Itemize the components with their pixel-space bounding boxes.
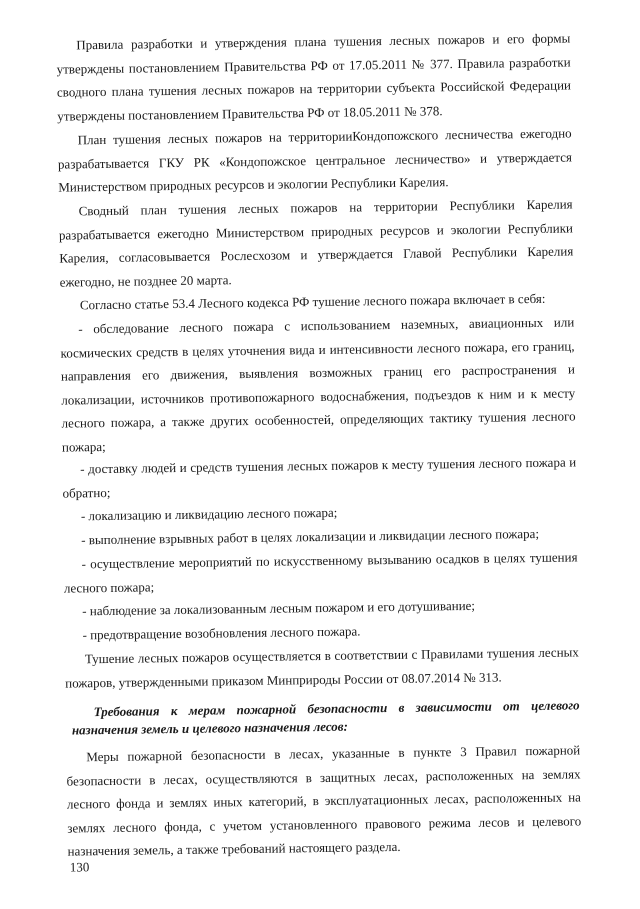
list-item-localization: - локализацию и ликвидацию лесного пожара; — [80, 504, 338, 524]
list-item-prevention: - предотвращение возобновления лесного пожара. — [82, 623, 361, 643]
list-item-monitoring: - наблюдение за локализованным лесным пожаром и его дотушивание; — [82, 597, 476, 619]
page-number: 130 — [69, 859, 90, 875]
section-heading: Требования к мерам пожарной безопасности в зависимости от целевого назначения земель и целевого назначения лесов: — [71, 697, 580, 738]
paragraph-kondopoga-plan: План тушения лесных пожаров на территорииКондопожского лесничества ежегодно разрабатывается ГКУ РК «Кондопожское центральное лесничество» и утверждается Министерством природных ресурсов и экологии Республики Карелия. — [57, 125, 573, 195]
list-item-delivery: - доставку людей и средств тушения лесных пожаров к месту тушения лесного пожара и обратно; — [62, 454, 577, 501]
paragraph-plan-rules: Правила разработки и утверждения плана тушения лесных пожаров и его формы утверждены постановлением Правительства РФ от 17.05.2011 № 377. Правила разработки сводного плана тушения лесных пожаров на территории субъекта Российской Федерации утверждены постановлением Правительства РФ от 18.05.2011 № 378. — [56, 30, 572, 124]
paragraph-article-53-4: Согласно статье 53.4 Лесного кодекса РФ тушение лесного пожара включает в себя: — [79, 290, 546, 313]
list-item-blasting: - выполнение взрывных работ в целях локализации и ликвидации лесного пожара; — [81, 525, 540, 548]
list-item-precipitation: - осуществление мероприятий по искусственному вызыванию осадков в целях тушения лесного пожара; — [63, 549, 578, 596]
paragraph-summary-plan: Сводный план тушения лесных пожаров на территории Республики Карелия разрабатывается ежегодно Министерством природных ресурсов и экологии Республики Карелия, согласовывается Рослесхозом и утверждается Главой Республики Карелия ежегодно, не позднее 20 марта. — [58, 196, 574, 290]
list-item-survey: - обследование лесного пожара с использованием наземных, авиационных или космических средств в целях уточнения вида и интенсивности лесного пожара, его границ, направления его движения, выявления возможных границ его распространения и локализации, источников противопожарного водоснабжения, подъездов к ним и к месту лесного пожара, а также других особенностей, определяющих тактику тушения лесного пожара; — [60, 314, 576, 455]
paragraph-fire-safety-measures: Меры пожарной безопасности в лесах, указанные в пункте 3 Правил пожарной безопасности в лесах, осуществляются в защитных лесах, расположенных на землях лесного фонда и землях иных категорий, в эксплуатационных лесах, расположенных на землях лесного фонда, с учетом установленного правового режима лесов и целевого назначения земель, а также требований настоящего раздела. — [66, 742, 582, 859]
paragraph-extinguishing-rules: Тушение лесных пожаров осуществляется в соответствии с Правилами тушения лесных пожаров, утвержденными приказом Минприроды России от 08.07.2014 № 313. — [65, 644, 579, 691]
